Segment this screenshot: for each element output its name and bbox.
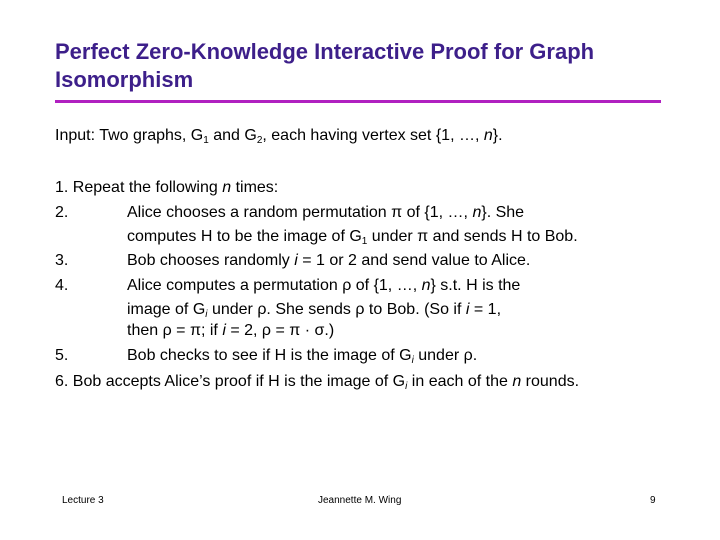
step-4-text: Alice computes a permutation [127, 277, 343, 294]
step-2-text: Alice chooses a random permutation [127, 204, 392, 221]
sigma-symbol: σ [314, 322, 325, 339]
pi-symbol: π [189, 322, 201, 339]
step-4-text: = 2, [225, 322, 262, 339]
step-1-n: n [222, 179, 232, 196]
step-5-line-1 [127, 346, 477, 371]
input-text-a: Input: Two graphs, G [55, 127, 204, 144]
step-2-text: and sends H to Bob. [428, 228, 578, 245]
step-6-text: in each of the [407, 373, 513, 390]
step-6 [55, 372, 579, 397]
footer-lecture: Lecture 3 [62, 495, 104, 506]
step-4-text: = [171, 322, 190, 339]
step-4-sub-i: i [205, 309, 208, 320]
step-4-text: under [207, 301, 258, 318]
step-2-line-1 [127, 203, 524, 223]
pi-symbol: π [417, 228, 429, 245]
step-4-text: ; if [200, 322, 223, 339]
step-5-sub-i: i [411, 355, 414, 366]
step-3-number: 3. [55, 252, 69, 269]
rho-symbol: ρ [342, 277, 352, 294]
step-6-sub-i: i [405, 381, 408, 392]
rho-symbol: ρ [463, 347, 473, 364]
step-1-text-b: times: [231, 179, 279, 196]
step-4-text: image of G [127, 301, 206, 318]
step-5-number: 5. [55, 347, 69, 364]
step-2-line-2 [127, 227, 578, 252]
step-4-line-3 [127, 321, 334, 341]
step-2-text: under [367, 228, 418, 245]
step-6-text: rounds. [521, 373, 580, 390]
input-n: n [483, 127, 493, 144]
input-text-c: , each having vertex set {1, …, [262, 127, 484, 144]
rho-symbol: ρ [257, 301, 267, 318]
step-2-sub: 1 [361, 236, 368, 247]
step-2-n: n [472, 204, 482, 221]
step-6-n: n [512, 373, 522, 390]
step-3-i: i [294, 252, 298, 269]
rho-symbol: ρ [355, 301, 365, 318]
step-5-text: under [413, 347, 464, 364]
input-text-b: and G [208, 127, 257, 144]
step-4-number: 4. [55, 277, 69, 294]
step-3-text: = 1 or 2 and send value to Alice. [297, 252, 531, 269]
step-4-text: of {1, …, [351, 277, 422, 294]
step-4-n: n [421, 277, 431, 294]
step-4-i: i [222, 322, 226, 339]
step-3-line-1 [127, 251, 530, 271]
input-sub-1: 1 [203, 135, 209, 146]
title-underline [55, 100, 661, 103]
step-4-text: to Bob. (So if [364, 301, 466, 318]
input-text-d: }. [492, 127, 503, 144]
step-4-text: then [127, 322, 163, 339]
step-6-text: 6. Bob accepts Alice’s proof if H is the image of G [55, 373, 406, 390]
step-1 [55, 178, 278, 198]
step-4-text: .) [324, 322, 335, 339]
rho-symbol: ρ [261, 322, 272, 339]
input-sub-2: 2 [256, 135, 263, 146]
step-4-text: = [271, 322, 290, 339]
step-4-line-1 [127, 276, 520, 296]
rho-symbol: ρ [162, 322, 172, 339]
footer-author: Jeannette M. Wing [318, 495, 402, 506]
compose-dot: · [300, 322, 315, 339]
step-2-text: of {1, …, [402, 204, 473, 221]
step-2-number: 2. [55, 204, 69, 221]
input-line [55, 126, 503, 151]
step-4-i: i [465, 301, 470, 318]
step-3-text: Bob chooses randomly [127, 252, 295, 269]
pi-symbol: π [391, 204, 403, 221]
step-5-text: Bob checks to see if H is the image of G [127, 347, 412, 364]
step-4-text: . She sends [266, 301, 356, 318]
step-4-text: = 1, [469, 301, 502, 318]
pi-symbol: π [289, 322, 301, 339]
step-2-text: computes H to be the image of G [127, 228, 362, 245]
footer-page-number: 9 [650, 495, 656, 506]
step-2-text: }. She [481, 204, 525, 221]
step-4-text: } s.t. H is the [430, 277, 521, 294]
slide-title: Perfect Zero-Knowledge Interactive Proof for Graph Isomorphism [55, 39, 595, 92]
step-1-text-a: 1. Repeat the following [55, 179, 223, 196]
step-5-text: . [472, 347, 478, 364]
